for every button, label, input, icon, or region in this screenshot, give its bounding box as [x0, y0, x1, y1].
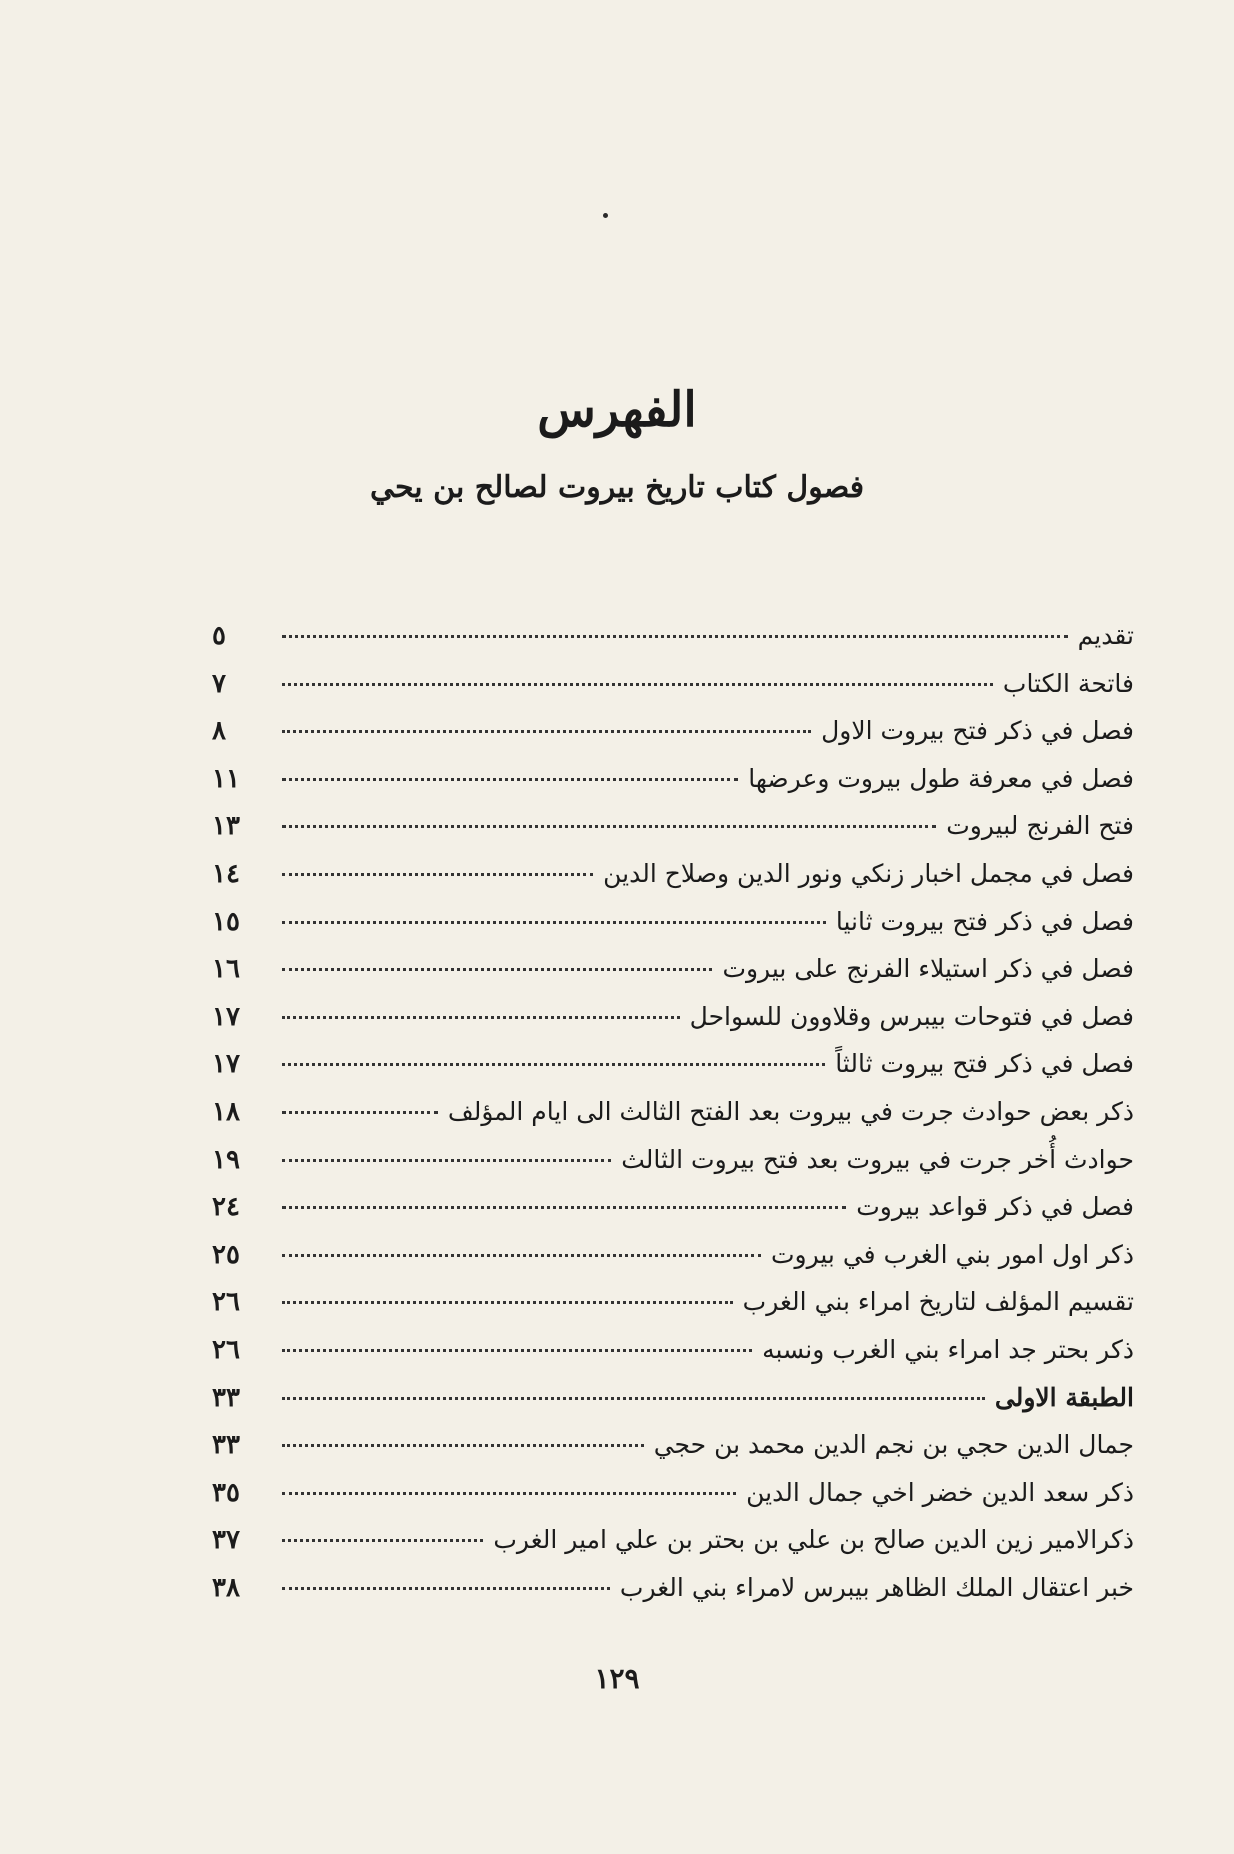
toc-entry-title: فصل في ذكر فتح بيروت ثانيا — [835, 906, 1134, 936]
dot-leader — [282, 1063, 825, 1066]
toc-entry-title: فصل في ذكر استيلاء الفرنج على بيروت — [722, 954, 1134, 984]
toc-entry — [212, 1326, 1134, 1374]
toc-entry-title: فصل في ذكر فتح بيروت ثالثاً — [835, 1049, 1134, 1079]
toc-entry-page: ١٧ — [212, 1001, 240, 1032]
toc-entry-title: فصل في معرفة طول بيروت وعرضها — [748, 763, 1134, 793]
toc-entry-page: ١٧ — [212, 1049, 240, 1080]
toc-entry-title: ذكر اول امور بني الغرب في بيروت — [770, 1239, 1134, 1269]
toc-entry — [212, 1516, 1134, 1564]
toc-entry — [212, 1088, 1134, 1136]
toc-entry-page: ١١ — [212, 763, 240, 794]
toc-entry-page: ٣٣ — [212, 1382, 240, 1413]
toc-entry-page: ٢٥ — [212, 1239, 240, 1270]
toc-entry-title: ذكر بحتر جد امراء بني الغرب ونسبه — [762, 1334, 1134, 1364]
toc-entry-page: ٣٣ — [212, 1430, 240, 1461]
page-subtitle: فصول كتاب تاريخ بيروت لصالح بن يحي — [369, 470, 865, 505]
toc-entry-page: ١٣ — [212, 811, 240, 842]
toc-entry-title: فصل في ذكر فتح بيروت الاول — [821, 716, 1134, 746]
dot-leader — [282, 1206, 846, 1209]
toc-entry — [212, 612, 1134, 660]
toc-entry-page: ٣٥ — [212, 1477, 240, 1508]
ink-dot — [603, 213, 608, 218]
dot-leader — [282, 1254, 761, 1257]
toc-entry — [212, 1136, 1134, 1184]
toc-entry-title: تقسيم المؤلف لتاريخ امراء بني الغرب — [742, 1287, 1134, 1317]
dot-leader — [282, 1397, 985, 1400]
toc-entry-title: خبر اعتقال الملك الظاهر بيبرس لامراء بني الغرب — [619, 1572, 1134, 1602]
dot-leader — [282, 968, 712, 971]
toc-entry — [212, 1374, 1134, 1422]
toc-entry — [212, 1278, 1134, 1326]
toc-entry-page: ١٨ — [212, 1096, 240, 1127]
toc-entry — [212, 1564, 1134, 1612]
dot-leader — [282, 1111, 438, 1114]
toc-entry-page: ٢٦ — [212, 1287, 240, 1318]
toc-entry — [212, 707, 1134, 755]
toc-entry — [212, 1421, 1134, 1469]
toc-entry — [212, 1183, 1134, 1231]
dot-leader — [282, 635, 1068, 638]
toc-entry — [212, 850, 1134, 898]
toc-entry-page: ٣٨ — [212, 1572, 240, 1603]
toc-entry — [212, 1231, 1134, 1279]
dot-leader — [282, 1587, 610, 1590]
page-number: ١٢٩ — [594, 1662, 640, 1695]
toc-entry — [212, 660, 1134, 708]
toc-entry-page: ٧ — [212, 668, 226, 699]
table-of-contents — [212, 612, 1134, 1611]
dot-leader — [282, 730, 811, 733]
toc-entry-page: ٢٦ — [212, 1334, 240, 1365]
dot-leader — [282, 1539, 483, 1542]
toc-entry-page: ٢٤ — [212, 1192, 240, 1223]
dot-leader — [282, 1492, 736, 1495]
toc-entry-title: فصل في مجمل اخبار زنكي ونور الدين وصلاح الدين — [603, 858, 1134, 888]
dot-leader — [282, 1159, 611, 1162]
toc-entry-page: ٥ — [212, 621, 226, 651]
toc-entry-title: ذكرالامير زين الدين صالح بن علي بن بحتر بن علي امير الغرب — [493, 1525, 1134, 1555]
toc-entry — [212, 898, 1134, 946]
toc-entry-title: الطبقة الاولى — [994, 1382, 1134, 1412]
toc-entry — [212, 1469, 1134, 1517]
toc-entry — [212, 945, 1134, 993]
toc-entry-title: ذكر بعض حوادث جرت في بيروت بعد الفتح الثالث الى ايام المؤلف — [447, 1096, 1134, 1126]
toc-entry-title: تقديم — [1077, 621, 1134, 650]
dot-leader — [282, 873, 593, 876]
dot-leader — [282, 1349, 752, 1352]
toc-entry — [212, 1040, 1134, 1088]
toc-entry-title: حوادث أُخر جرت في بيروت بعد فتح بيروت الثالث — [621, 1144, 1134, 1174]
toc-entry-title: فصل في ذكر قواعد بيروت — [856, 1192, 1134, 1222]
toc-entry — [212, 755, 1134, 803]
toc-entry-page: ٨ — [212, 716, 226, 747]
toc-entry-title: فتح الفرنج لبيروت — [946, 811, 1134, 841]
toc-entry-page: ١٩ — [212, 1144, 240, 1175]
toc-entry-title: جمال الدين حجي بن نجم الدين محمد بن حجي — [653, 1430, 1134, 1460]
toc-entry — [212, 802, 1134, 850]
dot-leader — [282, 1016, 680, 1019]
toc-entry-page: ١٤ — [212, 858, 240, 889]
toc-entry-page: ١٦ — [212, 954, 240, 985]
dot-leader — [282, 683, 993, 686]
dot-leader — [282, 825, 936, 828]
toc-entry-title: فصل في فتوحات بيبرس وقلاوون للسواحل — [689, 1001, 1134, 1031]
toc-entry-page: ١٥ — [212, 906, 240, 937]
toc-entry-title: فاتحة الكتاب — [1002, 668, 1134, 698]
toc-entry-title: ذكر سعد الدين خضر اخي جمال الدين — [746, 1477, 1134, 1507]
toc-entry-page: ٣٧ — [212, 1525, 240, 1556]
page-title: الفهرس — [537, 382, 697, 438]
dot-leader — [282, 1301, 733, 1304]
dot-leader — [282, 921, 826, 924]
dot-leader — [282, 778, 738, 781]
toc-entry — [212, 993, 1134, 1041]
dot-leader — [282, 1444, 644, 1447]
